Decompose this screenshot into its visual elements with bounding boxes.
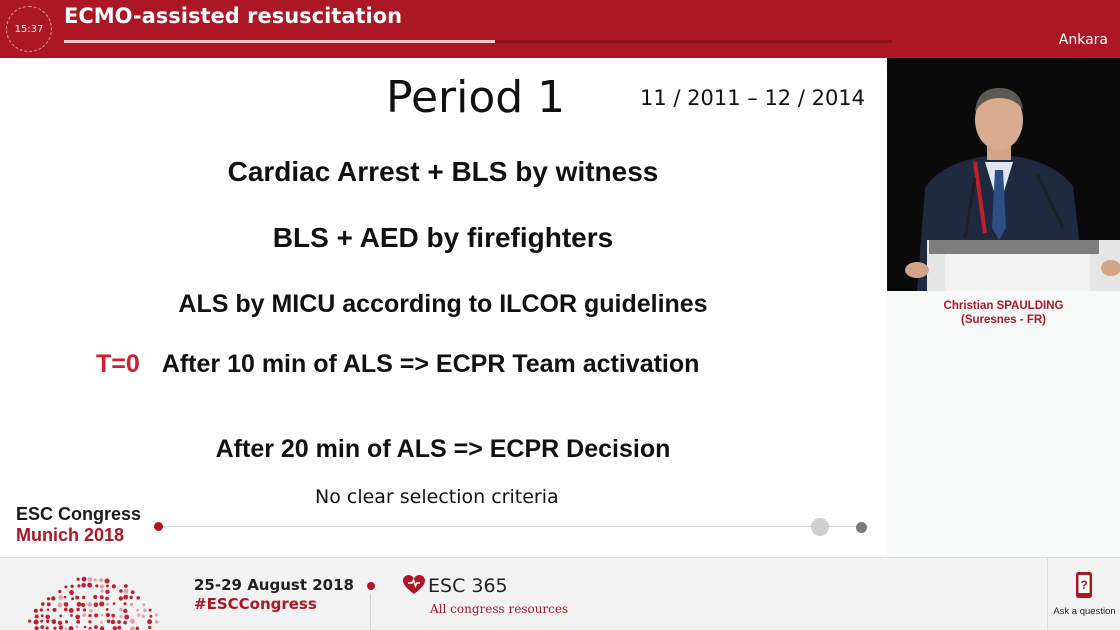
globe-dot: [46, 626, 49, 629]
globe-dot: [131, 590, 135, 594]
globe-dot: [100, 621, 103, 624]
globe-dot: [130, 626, 135, 630]
globe-dot: [40, 625, 44, 629]
globe-dot: [137, 613, 140, 616]
globe-dot: [130, 619, 135, 624]
globe-dot: [69, 608, 74, 613]
globe-dot: [75, 596, 79, 600]
globe-dot: [58, 595, 63, 600]
globe-dot: [59, 614, 62, 617]
globe-dot: [47, 597, 50, 600]
globe-dot: [58, 590, 61, 593]
globe-dot: [99, 578, 103, 582]
globe-dot: [119, 615, 122, 618]
slide-line-1: Cardiac Arrest + BLS by witness: [227, 156, 659, 187]
speaker-affiliation: (Suresnes - FR): [961, 314, 1046, 326]
globe-dot: [76, 620, 80, 624]
globe-dot: [51, 596, 55, 600]
globe-dot: [84, 626, 87, 629]
globe-dot: [106, 603, 109, 606]
globe-dot: [124, 602, 127, 605]
globe-dot: [94, 613, 98, 617]
globe-dot: [149, 615, 152, 618]
globe-dot: [155, 620, 159, 624]
slide-note: No clear selection criteria: [315, 486, 559, 508]
globe-dot: [95, 584, 98, 587]
globe-dot: [94, 603, 98, 607]
globe-dot: [34, 609, 38, 613]
speaker-video[interactable]: [887, 58, 1120, 291]
globe-dot: [82, 577, 87, 582]
location-label: Ankara: [1058, 32, 1108, 48]
globe-dot: [82, 596, 85, 599]
slide-line-t0: [96, 350, 699, 379]
globe-dot: [143, 608, 146, 611]
globe-dot: [111, 614, 115, 618]
globe-dot: [130, 603, 133, 606]
globe-dot: [100, 626, 104, 630]
globe-dot: [117, 626, 121, 630]
globe-dot: [123, 621, 127, 625]
globe-dot: [100, 589, 103, 592]
globe-dot: [119, 608, 123, 612]
globe-dot: [64, 602, 69, 607]
congress-dates: 25-29 August 2018: [194, 576, 354, 594]
globe-dot: [112, 584, 116, 588]
globe-dot: [65, 620, 68, 623]
globe-dot: [46, 619, 49, 622]
slide-line-3: ALS by MICU according to ILCOR guidelines: [178, 290, 708, 318]
congress-resources-link[interactable]: All congress resources: [430, 602, 569, 616]
globe-dot: [77, 584, 80, 587]
ask-question-label: Ask a question: [1053, 606, 1116, 617]
globe-dot: [100, 584, 104, 588]
globe-dot: [47, 602, 51, 606]
globe-dot: [107, 619, 111, 623]
globe-dot: [89, 627, 92, 630]
globe-dot: [119, 589, 123, 593]
globe-dot: [77, 578, 80, 581]
globe-dot: [94, 625, 98, 629]
t0-text: After 10 min of ALS => ECPR Team activation: [161, 350, 700, 378]
globe-dot: [141, 614, 145, 618]
globe-dot: [123, 595, 128, 600]
globe-dot: [99, 601, 104, 606]
footer-bar: [0, 557, 1120, 630]
globe-dot: [70, 585, 73, 588]
svg-text:?: ?: [1080, 578, 1088, 592]
globe-dot: [41, 614, 44, 617]
globe-dot: [147, 619, 152, 624]
globe-dot: [123, 609, 127, 613]
session-progress-fill: [64, 40, 495, 43]
footer-divider: [370, 594, 371, 630]
globe-dot: [105, 578, 110, 583]
speaker-name: Christian SPAULDING: [943, 300, 1064, 312]
globe-dot: [51, 619, 56, 624]
globe-dot: [64, 585, 67, 588]
globe-dot: [88, 620, 91, 623]
globe-dot: [40, 608, 43, 611]
globe-dot: [47, 608, 50, 611]
globe-dot: [149, 609, 152, 612]
slide-timeline: [158, 526, 868, 527]
timeline-start-dot: [154, 522, 163, 531]
heart-icon: [402, 574, 426, 596]
globe-dot: [117, 620, 121, 624]
globe-dot: [111, 620, 115, 624]
logo-line-2: Munich 2018: [16, 525, 125, 545]
globe-dot: [89, 609, 93, 613]
globe-dot: [81, 583, 86, 588]
globe-dot: [100, 595, 104, 599]
congress-hashtag[interactable]: #ESCCongress: [194, 595, 317, 613]
phone-question-icon: [1075, 571, 1093, 599]
footer-dot: [367, 582, 375, 590]
globe-dot: [155, 613, 158, 616]
globe-dot: [40, 620, 43, 623]
speaker-info-panel: [887, 291, 1120, 555]
session-progress-bar[interactable]: [64, 40, 892, 43]
globe-dot: [136, 609, 139, 612]
globe-dot: [71, 597, 74, 600]
globe-dot: [59, 625, 63, 629]
globe-dot: [58, 621, 62, 625]
globe-dot: [81, 603, 85, 607]
globe-dot: [52, 608, 56, 612]
globe-dot: [87, 602, 92, 607]
globe-dot: [129, 596, 132, 599]
globe-dot: [142, 603, 145, 606]
globe-dot: [119, 596, 123, 600]
globe-dot: [69, 590, 74, 595]
slide-line-decision: After 20 min of ALS => ECPR Decision: [215, 435, 671, 463]
globe-dot: [64, 596, 67, 599]
globe-dot: [124, 615, 129, 620]
globe-dot: [82, 613, 86, 617]
slide-dates: 11 / 2011 – 12 / 2014: [640, 86, 866, 110]
globe-dot: [123, 589, 128, 594]
globe-dot: [106, 584, 109, 587]
session-clock: 15:37: [6, 6, 52, 52]
timeline-dot-small: [856, 522, 867, 533]
globe-dot: [45, 615, 50, 620]
globe-dot: [75, 625, 78, 628]
globe-dot: [105, 590, 109, 594]
globe-dot: [124, 584, 128, 588]
logo-line-1: ESC Congress: [16, 504, 142, 524]
slide-line-2: BLS + AED by firefighters: [272, 222, 614, 253]
globe-dot: [41, 602, 45, 606]
globe-dot: [101, 614, 104, 617]
globe-dot: [75, 615, 80, 620]
session-header: [0, 0, 1120, 58]
globe-dot: [105, 597, 109, 601]
session-title: ECMO-assisted resuscitation: [64, 4, 403, 28]
globe-dot: [88, 614, 91, 617]
dotted-globe-logo: [14, 568, 174, 630]
globe-dot: [106, 613, 110, 617]
presentation-slide: [0, 58, 886, 558]
ask-question-button[interactable]: [1047, 558, 1120, 630]
globe-dot: [113, 626, 117, 630]
globe-dot: [35, 615, 39, 619]
globe-dot: [77, 602, 82, 607]
globe-dot: [148, 626, 151, 629]
speaker-image: [887, 58, 1120, 291]
globe-dot: [136, 596, 140, 600]
globe-dot: [83, 608, 86, 611]
globe-dot: [88, 577, 93, 582]
globe-dot: [76, 608, 79, 611]
timeline-dot-large: [811, 518, 829, 536]
globe-dot: [64, 608, 68, 612]
globe-dot: [35, 626, 39, 630]
globe-dot: [136, 627, 139, 630]
globe-dot: [34, 620, 39, 625]
globe-dot: [57, 602, 62, 607]
t0-label: T=0: [96, 350, 140, 378]
globe-dot: [106, 608, 109, 611]
globe-dot: [94, 578, 97, 581]
globe-dot: [93, 595, 97, 599]
globe-dot: [28, 619, 31, 622]
globe-dot: [87, 583, 92, 588]
globe-dot: [113, 602, 116, 605]
esc-congress-logo: [16, 504, 141, 546]
globe-dot: [70, 614, 73, 617]
slide-title: Period 1: [386, 72, 566, 123]
globe-dot: [69, 626, 74, 630]
globe-dot: [53, 627, 56, 630]
esc365-link[interactable]: ESC 365: [428, 575, 508, 597]
